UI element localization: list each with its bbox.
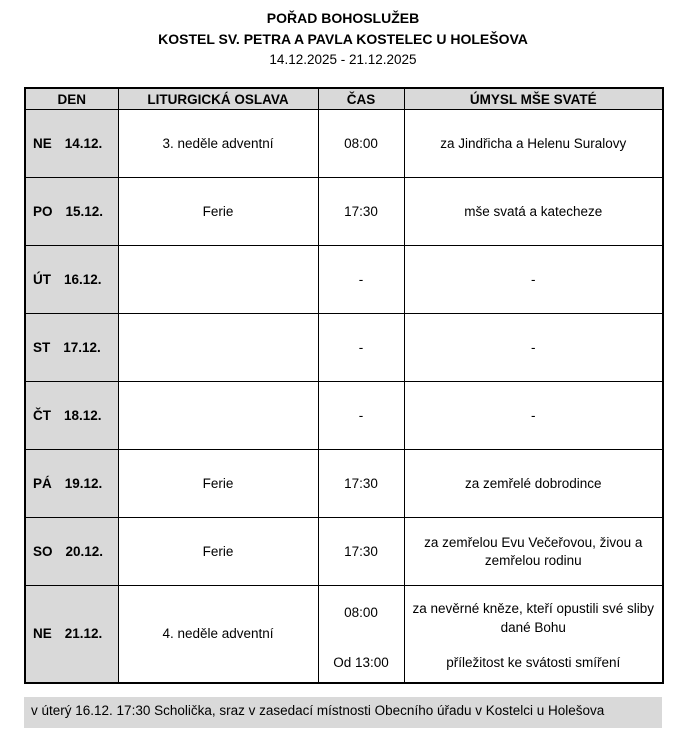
day-date: 17.12.	[63, 339, 101, 355]
day-date: 21.12.	[64, 626, 103, 642]
table-row	[25, 314, 663, 382]
col-header-den: DEN	[25, 88, 118, 110]
time-entry-1: 08:00	[344, 605, 378, 621]
day-cell	[25, 178, 118, 246]
page-title: POŘAD BOHOSLUŽEB	[266, 10, 420, 26]
day-cell	[25, 110, 118, 178]
footer-note: v úterý 16.12. 17:30 Scholička, sraz v zasedací místnosti Obecního úřadu v Kostelci u Holešova	[24, 697, 662, 727]
time-cell: 17:30	[318, 178, 404, 246]
celebration-cell: Ferie	[118, 178, 318, 246]
time-cell: -	[318, 314, 404, 382]
schedule-table	[24, 87, 664, 685]
day-abbrev: PO	[33, 203, 53, 219]
day-abbrev: NE	[33, 626, 52, 642]
table-row	[25, 246, 663, 314]
celebration-cell: 4. neděle adventní	[118, 586, 318, 684]
celebration-cell: 3. neděle adventní	[118, 110, 318, 178]
col-header-umysl: ÚMYSL MŠE SVATÉ	[404, 88, 663, 110]
table-row	[25, 518, 663, 586]
time-cell: 17:30	[318, 518, 404, 586]
intention-cell: za zemřelou Evu Večeřovou, živou a zemřelou rodinu	[404, 518, 663, 586]
intention-cell: za zemřelé dobrodince	[404, 450, 663, 518]
day-abbrev: SO	[33, 543, 53, 559]
time-entry-2: Od 13:00	[333, 655, 389, 671]
day-cell	[25, 382, 118, 450]
table-row	[25, 450, 663, 518]
time-cell	[318, 586, 404, 684]
day-date: 15.12.	[65, 203, 104, 219]
day-abbrev: NE	[33, 135, 52, 151]
celebration-cell: Ferie	[118, 518, 318, 586]
intention-entry-2: příležitost ke svátosti smíření	[446, 655, 621, 671]
intention-cell: za Jindřicha a Helenu Suralovy	[404, 110, 663, 178]
day-date: 20.12.	[65, 543, 104, 559]
time-cell: 08:00	[318, 110, 404, 178]
celebration-cell	[118, 246, 318, 314]
time-cell: -	[318, 382, 404, 450]
page-subtitle: KOSTEL SV. PETRA A PAVLA KOSTELEC U HOLEŠOVA	[158, 31, 528, 47]
day-date: 16.12.	[64, 271, 102, 287]
table-row	[25, 110, 663, 178]
day-date: 18.12.	[64, 407, 102, 423]
day-cell	[25, 246, 118, 314]
day-date: 19.12.	[64, 475, 103, 491]
day-cell	[25, 450, 118, 518]
day-abbrev: ÚT	[33, 271, 51, 287]
table-header	[25, 88, 663, 110]
intention-cell: -	[404, 314, 663, 382]
table-row	[25, 382, 663, 450]
celebration-cell	[118, 382, 318, 450]
intention-entry-1: za nevěrné kněze, kteří opustili své sliby dané Bohu	[412, 601, 655, 635]
col-header-cas: ČAS	[318, 88, 404, 110]
intention-cell: -	[404, 246, 663, 314]
day-date: 14.12.	[64, 135, 103, 151]
intention-cell	[404, 586, 663, 684]
intention-cell: mše svatá a katecheze	[404, 178, 663, 246]
intention-cell: -	[404, 382, 663, 450]
celebration-cell	[118, 314, 318, 382]
schedule-body	[25, 110, 663, 684]
time-cell: -	[318, 246, 404, 314]
day-cell	[25, 518, 118, 586]
table-row	[25, 586, 663, 684]
day-abbrev: PÁ	[33, 475, 52, 491]
col-header-oslava: LITURGICKÁ OSLAVA	[118, 88, 318, 110]
day-abbrev: ČT	[33, 407, 51, 423]
title-block	[24, 8, 662, 71]
header-row	[25, 88, 663, 110]
day-cell	[25, 586, 118, 684]
table-row	[25, 178, 663, 246]
date-range: 14.12.2025 - 21.12.2025	[269, 52, 417, 67]
time-cell: 17:30	[318, 450, 404, 518]
celebration-cell: Ferie	[118, 450, 318, 518]
day-abbrev: ST	[33, 339, 51, 355]
day-cell	[25, 314, 118, 382]
